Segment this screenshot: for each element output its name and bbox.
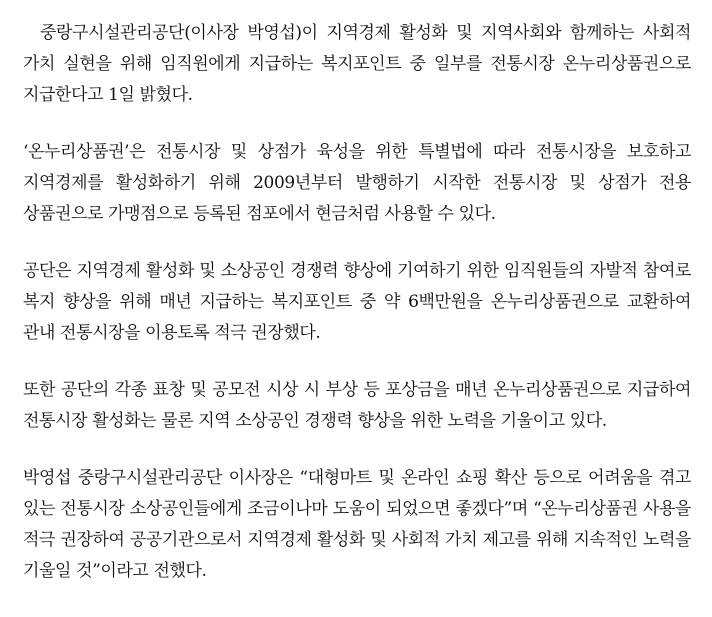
article-paragraph: 중랑구시설관리공단(이사장 박영섭)이 지역경제 활성화 및 지역사회와 함께하는 사회적 가치 실현을 위해 임직원에게 지급하는 복지포인트 중 일부를 전통시장 온누리상품권으로 지급한다고 1일 밝혔다. bbox=[23, 23, 691, 105]
article-body bbox=[23, 18, 691, 613]
article-paragraph: 또한 공단의 각종 표창 및 공모전 시상 시 부상 등 포상금을 매년 온누리상품권으로 지급하여 전통시장 활성화는 물론 지역 소상공인 경쟁력 향상을 위한 노력을 기울이고 있다. bbox=[23, 380, 691, 431]
article-paragraph: 공단은 지역경제 활성화 및 소상공인 경쟁력 향상에 기여하기 위한 임직원들의 자발적 참여로 복지 향상을 위해 매년 지급하는 복지포인트 중 약 6백만원을 온누리상품권으로 교환하여 관내 전통시장을 이용토록 적극 권장했다. bbox=[23, 261, 691, 343]
article-paragraph: ‘온누리상품권’은 전통시장 및 상점가 육성을 위한 특별법에 따라 전통시장을 보호하고 지역경제를 활성화하기 위해 2009년부터 발행하기 시작한 전통시장 및 상점가 전용 상품권으로 가맹점으로 등록된 점포에서 현금처럼 사용할 수 있다. bbox=[23, 142, 691, 224]
article-paragraph: 박영섭 중랑구시설관리공단 이사장은 “대형마트 및 온라인 쇼핑 확산 등으로 어려움을 겪고 있는 전통시장 소상공인들에게 조금이나마 도움이 되었으면 좋겠다”며 “온누리상품권 사용을 적극 권장하여 공공기관으로서 지역경제 활성화 및 사회적 가치 제고를 위해 지속적인 노력을 기울일 것”이라고 전했다. bbox=[23, 468, 691, 581]
